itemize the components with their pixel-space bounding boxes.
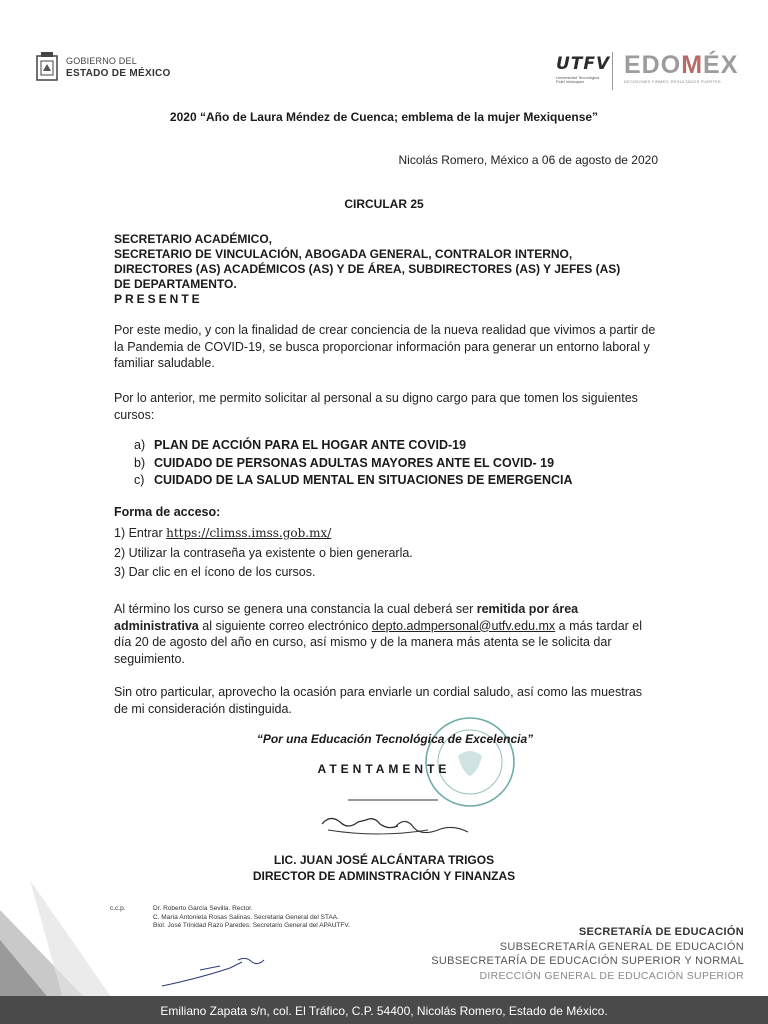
ccp-label: c.c.p. (110, 905, 126, 912)
gobierno-line-2: ESTADO DE MÉXICO (66, 68, 171, 79)
email-link[interactable]: depto.admpersonal@utfv.edu.mx (371, 618, 556, 633)
signer-title: DIRECTOR DE ADMINSTRACIÓN Y FINANZAS (252, 869, 516, 883)
place-date: Nicolás Romero, México a 06 de agosto de 2020 (398, 153, 658, 167)
course-item (134, 455, 674, 473)
access-title: Forma de acceso: (114, 505, 221, 519)
secretaria-block (431, 925, 744, 983)
recipient-line: DIRECTORES (AS) ACADÉMICOS (AS) Y DE ÁREA, SUBDIRECTORES (AS) Y JEFES (AS) (114, 262, 621, 276)
paragraph-request: Por lo anterior, me permito solicitar al personal a su digno cargo para que tomen los siguientes cursos: (114, 391, 638, 422)
recipient-line: SECRETARIO ACADÉMICO, (114, 232, 273, 246)
edomex-tagline: DECISIONES FIRMES, RESULTADOS FUERTES. (624, 79, 723, 84)
ccp-line: Dr. Roberto García Sevilla. Rector. (153, 905, 253, 912)
climss-link[interactable]: https://climss.imss.gob.mx/ (166, 526, 332, 540)
p3-bold: remitida por área administrativa (114, 602, 579, 633)
signature (318, 786, 478, 846)
secretaria-line-1: SECRETARÍA DE EDUCACIÓN (578, 926, 744, 938)
edomex-wordmark (624, 52, 754, 78)
recipients-block (114, 232, 674, 307)
year-motto: 2020 “Año de Laura Méndez de Cuenca; emblema de la mujer Mexiquense” (169, 110, 599, 124)
p3-text-b: al siguiente correo electrónico (198, 618, 372, 633)
course-letter: b) (134, 455, 146, 470)
footer-address: Emiliano Zapata s/n, col. El Tráfico, C.P. 54400, Nicolás Romero, Estado de México. (160, 1004, 608, 1018)
state-crest-icon (34, 50, 60, 84)
initials-signature (160, 950, 280, 990)
course-letter: c) (134, 473, 145, 487)
institutional-slogan: “Por una Educación Tecnológica de Excelencia” (256, 732, 534, 746)
access-steps (114, 524, 659, 583)
secretaria-line-3: SUBSECRETARÍA DE EDUCACIÓN SUPERIOR Y NORMAL (431, 955, 744, 967)
step-1-text: 1) Entrar (114, 526, 167, 540)
paragraph-certificate (114, 601, 659, 667)
ccp-list (153, 905, 350, 931)
recipient-line: SECRETARIO DE VINCULACIÓN, ABOGADA GENERAL, CONTRALOR INTERNO, (114, 247, 573, 261)
edomex-pre: EDO (624, 51, 682, 79)
course-letter: a) (134, 438, 146, 452)
edomex-accent: M (681, 51, 704, 79)
ccp-line: C. María Antonieta Rosas Salinas. Secretaria General del STAA. (153, 913, 339, 921)
step-1 (114, 524, 659, 544)
utfv-subtitle: Universidad Tecnológica Fidel Velázquez (556, 75, 600, 84)
step-2: 2) Utilizar la contraseña ya existente o bien generarla. (114, 545, 413, 560)
utfv-logo (556, 54, 611, 90)
signer-name: LIC. JUAN JOSÉ ALCÁNTARA TRIGOS (273, 853, 495, 867)
secretaria-line-4: DIRECCIÓN GENERAL DE EDUCACIÓN SUPERIOR (479, 969, 744, 982)
p3-text-c: a más tardar el día 20 de agosto del año en curso, así mismo y de la manera más atenta se le solicita dar seguimiento. (114, 618, 643, 666)
course-title: CUIDADO DE LA SALUD MENTAL EN SITUACIONES DE EMERGENCIA (154, 473, 573, 487)
paragraph-closing: Sin otro particular, aprovecho la ocasión para enviarle un cordial saludo, así como las muestras de mi consideración distinguida. (114, 685, 643, 716)
gobierno-estado-mexico-logo (34, 50, 274, 90)
p3-text-a: Al término los curso se genera una constancia la cual deberá ser (114, 602, 477, 616)
gobierno-line-1: GOBIERNO DEL (66, 56, 137, 66)
circular-number: CIRCULAR 25 (344, 197, 424, 211)
step-3: 3) Dar clic en el ícono de los cursos. (114, 565, 316, 579)
ccp-line: Biol. José Trinidad Razo Paredes. Secretario General del APAUTFV. (153, 922, 350, 929)
edomex-logo (624, 52, 754, 92)
presente: PRESENTE (114, 292, 203, 306)
course-item (134, 472, 674, 490)
course-title: CUIDADO DE PERSONAS ADULTAS MAYORES ANTE EL COVID- 19 (154, 455, 555, 470)
course-title: PLAN DE ACCIÓN PARA EL HOGAR ANTE COVID-19 (154, 438, 467, 452)
edomex-post: ÉX (703, 51, 739, 79)
utfv-mark: UTFV (556, 54, 611, 74)
secretaria-line-2: SUBSECRETARÍA GENERAL DE EDUCACIÓN (499, 940, 744, 953)
course-item (134, 437, 674, 455)
paragraph-intro: Por este medio, y con la finalidad de crear conciencia de la nueva realidad que vivimos a partir de la Pandemia de COVID-19, se busca proporcionar información para generar un entorno laboral y familiar saludable. (114, 323, 656, 370)
courses-list (134, 437, 674, 490)
recipient-line: DE DEPARTAMENTO. (114, 277, 237, 291)
logo-divider (612, 52, 613, 90)
atentamente: ATENTAMENTE (317, 762, 451, 776)
